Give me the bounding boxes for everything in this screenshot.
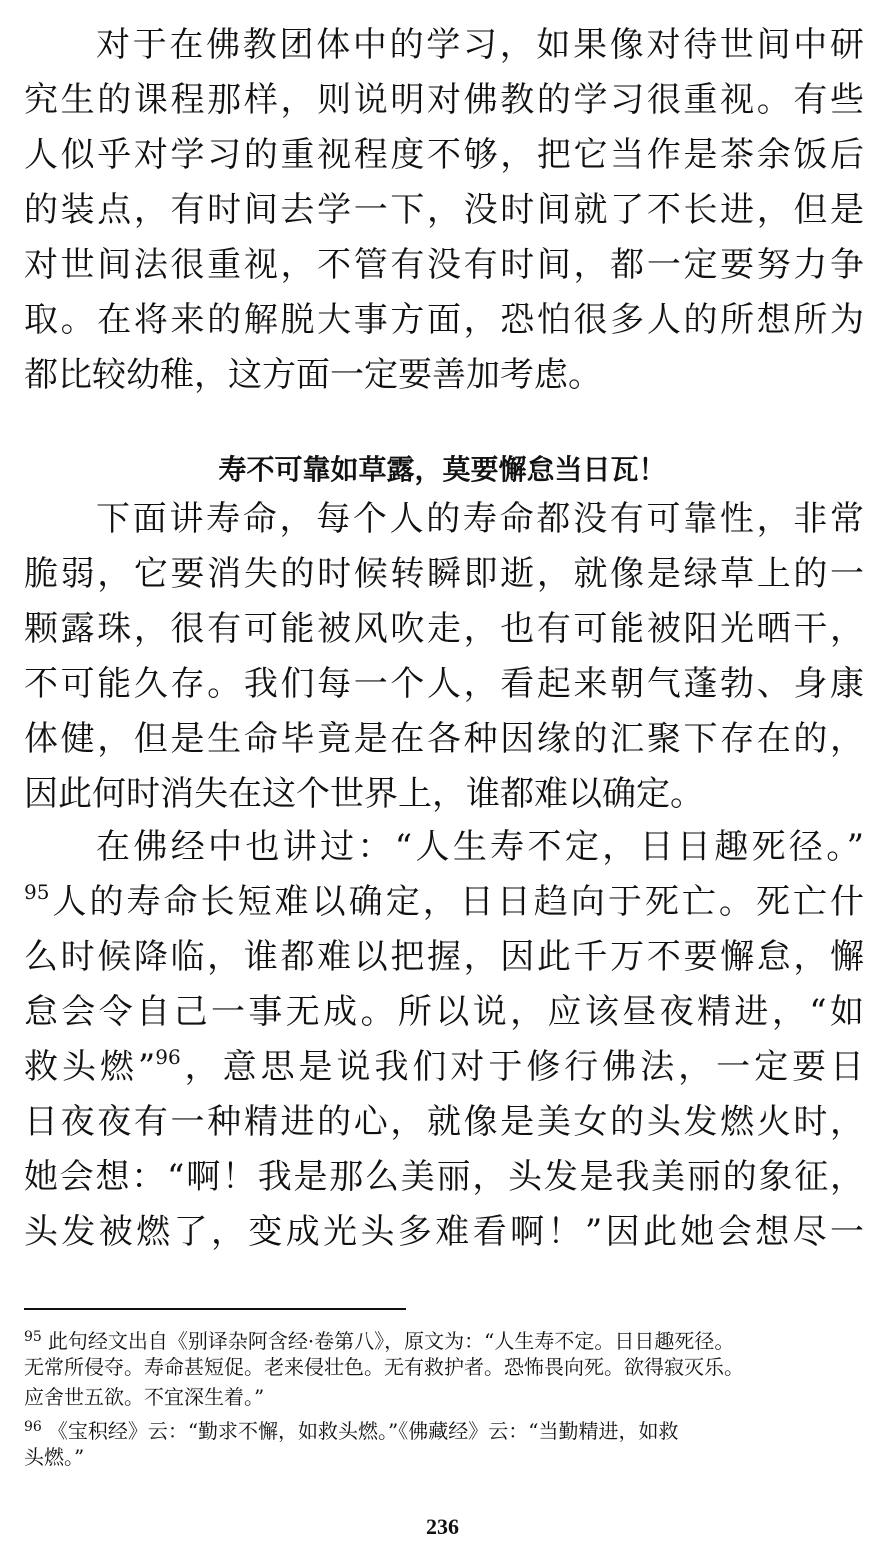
text-line: 体健，但是生命毕竟是在各种因缘的汇聚下存在的， xyxy=(24,719,864,759)
footnote-text: 此句经文出自《别译杂阿含经·卷第八》，原文为：“人生寿不定。日日趣死径。 xyxy=(47,1329,735,1352)
footnote-ref-95[interactable]: 95 xyxy=(24,880,50,904)
text-line: 人似乎对学习的重视程度不够，把它当作是茶余饭后 xyxy=(24,135,864,175)
footnote-text: 《宝积经》云：“勤求不懈，如救头燃。”《佛藏经》云：“当勤精进，如救 xyxy=(47,1419,679,1442)
page-number: 236 xyxy=(426,1514,459,1539)
text-line: 究生的课程那样，则说明对佛教的学习很重视。有些 xyxy=(24,80,864,120)
text-line: 怠会令自己一事无成。所以说，应该昼夜精进，“如 xyxy=(24,992,864,1032)
text-line: 头发被燃了，变成光头多难看啊！”因此她会想尽一 xyxy=(24,1212,864,1252)
text-line xyxy=(24,875,864,930)
footnote-divider xyxy=(24,1308,406,1310)
footnotes xyxy=(24,1322,864,1472)
text-segment: 人的寿命长短难以确定，日日趋向于死亡。死亡什 xyxy=(49,882,864,922)
text-line: 取。在将来的解脱大事方面，恐怕很多人的所想所为 xyxy=(24,300,864,340)
text-line: 因此何时消失在这个世界上，谁都难以确定。 xyxy=(24,774,704,814)
text-line: 她会想：“啊！我是那么美丽，头发是我美丽的象征， xyxy=(24,1157,864,1197)
paragraph-study-importance xyxy=(24,18,864,403)
text-line: 在佛经中也讲过：“人生寿不定，日日趣死径。” xyxy=(96,827,864,867)
section-heading: 寿不可靠如草露，莫要懈怠当日瓦！ xyxy=(218,453,667,486)
footnote-ref-96[interactable]: 96 xyxy=(155,1045,181,1069)
text-line: 日夜夜有一种精进的心，就像是美女的头发燃火时， xyxy=(24,1102,864,1142)
text-segment: 救头燃” xyxy=(24,1047,156,1087)
text-line: 颗露珠，很有可能被风吹走，也有可能被阳光晒干， xyxy=(24,609,864,649)
text-segment: ，意思是说我们对于修行佛法，一定要日 xyxy=(180,1047,864,1087)
text-line xyxy=(24,1040,864,1095)
text-line: 脆弱，它要消失的时候转瞬即逝，就像是绿草上的一 xyxy=(24,554,864,594)
footnote-95 xyxy=(24,1322,864,1412)
footnote-line xyxy=(24,1412,864,1442)
footnote-number: 95 xyxy=(24,1329,42,1345)
text-line: 的装点，有时间去学一下，没时间就了不长进，但是 xyxy=(24,190,864,230)
text-line: 不可能久存。我们每一个人，看起来朝气蓬勃、身康 xyxy=(24,664,864,704)
text-line: 都比较幼稚，这方面一定要善加考虑。 xyxy=(24,355,602,395)
footnote-line: 无常所侵夺。寿命甚短促。老来侵壮色。无有救护者。恐怖畏向死。欲得寂灭乐。 xyxy=(24,1355,744,1379)
text-line: 对世间法很重视，不管有没有时间，都一定要努力争 xyxy=(24,245,864,285)
footnote-line xyxy=(24,1322,864,1352)
footnote-96 xyxy=(24,1412,864,1472)
text-line: 么时候降临，谁都难以把握，因此千万不要懈怠，懈 xyxy=(24,937,864,977)
footnote-line: 应舍世五欲。不宜深生着。” xyxy=(24,1385,265,1409)
footnote-number: 96 xyxy=(24,1419,42,1435)
footnote-line: 头燃。” xyxy=(24,1445,85,1469)
paragraph-life-impermanence xyxy=(24,492,864,822)
text-line: 对于在佛教团体中的学习，如果像对待世间中研 xyxy=(96,25,864,65)
text-line: 下面讲寿命，每个人的寿命都没有可靠性，非常 xyxy=(96,499,864,539)
paragraph-sutra-quote xyxy=(24,820,864,1260)
